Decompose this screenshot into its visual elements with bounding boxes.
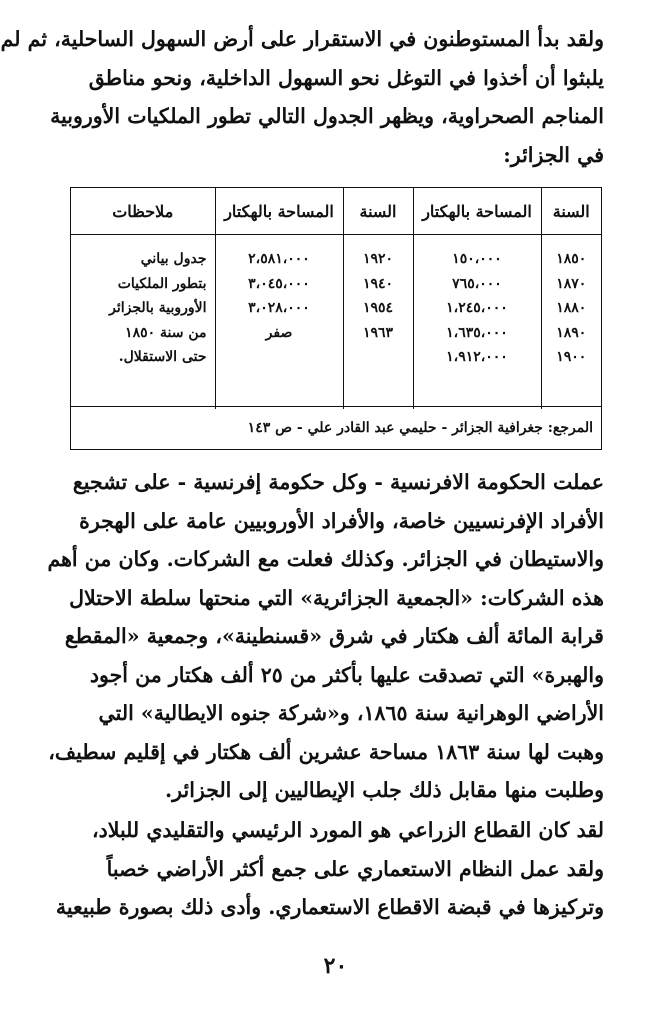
table-cell: ٧٦٥،٠٠٠ (452, 275, 502, 292)
text-line: قرابة المائة ألف هكتار في شرق «قسنطينة»، وجمعية «المقطع (64, 624, 604, 648)
text-line: والهبرة» التي تصدقت عليها بأكثر من ٢٥ ألف هكتار من أجود (89, 662, 604, 687)
table-cell: الأوروبية بالجزائر (109, 300, 207, 316)
text-line: لقد كان القطاع الزراعي هو المورد الرئيسي والتقليدي للبلاد، (91, 818, 604, 842)
text-line: الأفراد الإفرنسيين خاصة، والأفراد الأوروبيين عامة على الهجرة (79, 508, 604, 533)
text-line: الأراضي الوهرانية سنة ١٨٦٥، و«شركة جنوه الايطالية» التي (98, 701, 604, 725)
header-year-1: السنة (541, 188, 601, 235)
table-cell: ١٩٢٠ (362, 251, 394, 267)
table-header-row (71, 188, 601, 235)
text-line: والاستيطان في الجزائر. وكذلك فعلت مع الشركات. وكان من أهم (47, 547, 604, 571)
table-cell: ١٥٠،٠٠٠ (452, 251, 502, 267)
table-cell: ١٨٥٠ (556, 251, 587, 267)
companies-paragraph (47, 463, 604, 810)
table-cell: ١٩٦٣ (362, 324, 394, 341)
table-cell: جدول بياني (140, 251, 207, 267)
header-area-1: المساحة بالهكتار (413, 188, 541, 235)
agriculture-paragraph (55, 811, 604, 927)
text-line: يلبثوا أن أخذوا في التوغل نحو السهول الداخلية، ونحو مناطق (88, 65, 604, 90)
text-line: وهبت لها سنة ١٨٦٣ مساحة عشرين ألف هكتار في إقليم سطيف، (48, 739, 604, 764)
table-cell: بتطور الملكيات (117, 275, 207, 292)
table-cell: ١٨٩٠ (556, 324, 587, 341)
header-year-2: السنة (343, 188, 413, 235)
table-cell: ١،٩١٢،٠٠٠ (446, 349, 508, 365)
table-cell: صفر (265, 324, 293, 341)
data-table (71, 188, 601, 409)
text-line: وطلبت منها مقابل ذلك جلب الإيطاليين إلى الجزائر. (165, 778, 604, 802)
areas-column-2 (215, 235, 343, 410)
table-cell: ١،٦٣٥،٠٠٠ (446, 324, 508, 341)
notes-column (71, 235, 215, 410)
page-number: ٢٠ (323, 953, 348, 979)
table-source: المرجع: جغرافية الجزائر - حليمي عبد القادر علي - ص ١٤٣ (71, 406, 601, 449)
table-cell: ٢،٥٨١،٠٠٠ (248, 251, 310, 267)
text-line: عملت الحكومة الافرنسية - وكل حكومة إفرنسية - على تشجيع (72, 470, 604, 494)
table-body-row (71, 235, 601, 410)
table-cell: حتى الاستقلال. (118, 349, 207, 365)
areas-column-1 (413, 235, 541, 410)
table-cell: ٣،٠٢٨،٠٠٠ (248, 300, 310, 316)
table-cell: ١٨٧٠ (556, 275, 587, 292)
table-cell: ٣،٠٤٥،٠٠٠ (248, 275, 310, 292)
text-line: ولقد عمل النظام الاستعماري على جمع أكثر الأراضي خصباً (106, 856, 604, 881)
table-cell: من سنة ١٨٥٠ (125, 324, 207, 341)
table-cell: ١٩٤٠ (362, 275, 394, 292)
years-column-2 (343, 235, 413, 410)
table-cell: ١٨٨٠ (556, 300, 587, 316)
table-cell: ١،٢٤٥،٠٠٠ (446, 300, 508, 316)
text-line: ولقد بدأ المستوطنون في الاستقرار على أرض السهول الساحلية، ثم لم (0, 27, 604, 51)
header-notes: ملاحظات (71, 188, 215, 235)
text-line: في الجزائر: (503, 142, 604, 167)
table-cell: ١٩٥٤ (362, 300, 394, 316)
intro-paragraph (0, 20, 604, 174)
text-line: وتركيزها في قبضة الاقطاع الاستعماري. وأدى ذلك بصورة طبيعية (55, 895, 604, 919)
text-line: المناجم الصحراوية، ويظهر الجدول التالي تطور الملكيات الأوروبية (50, 104, 604, 128)
text-line: هذه الشركات: «الجمعية الجزائرية» التي منحتها سلطة الاحتلال (69, 585, 604, 610)
table-cell: ١٩٠٠ (556, 349, 587, 365)
header-area-2: المساحة بالهكتار (215, 188, 343, 235)
years-column-1 (541, 235, 601, 410)
european-ownership-table (70, 187, 602, 450)
